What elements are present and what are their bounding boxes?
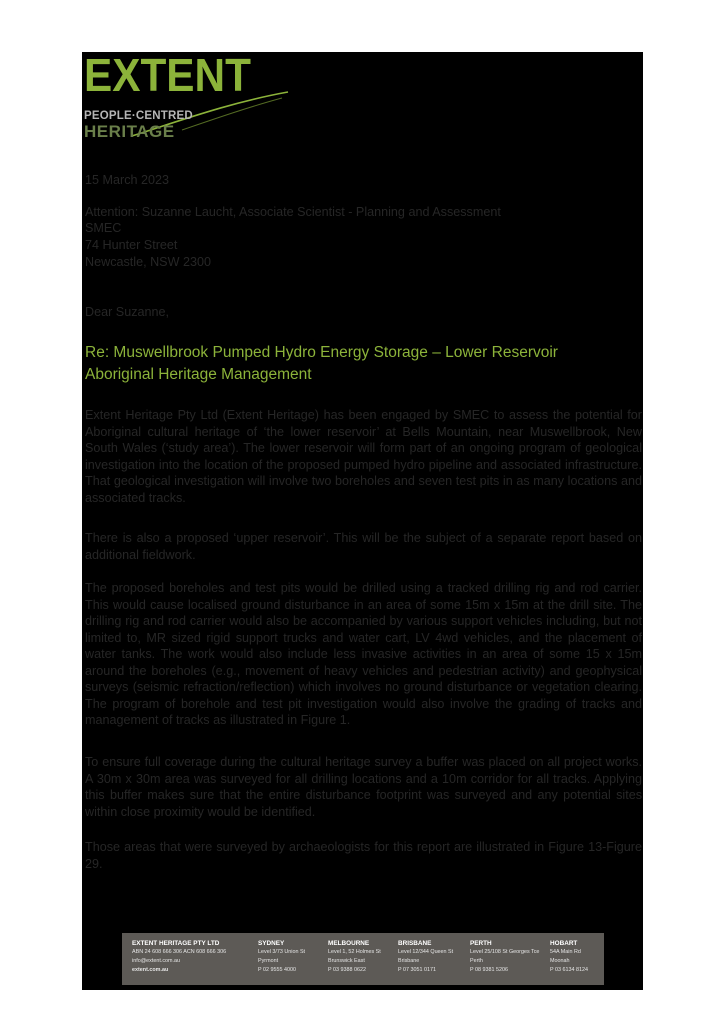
office-suburb: Brisbane [398,958,420,964]
office-address: Level 12/344 Queen St [398,949,454,955]
body-paragraph: There is also a proposed ‘upper reservoir’. This will be the subject of a separate report based on additional fieldwork. [85,531,642,562]
office-address: Level 25/108 St Georges Tce [470,949,540,955]
office-city: PERTH [470,940,492,947]
letterhead-footer [122,933,604,985]
office-city: SYDNEY [258,940,285,947]
body-paragraph: Extent Heritage Pty Ltd (Extent Heritage) has been engaged by SMEC to assess the potential for Aboriginal cultural heritage of ‘the lower reservoir’ at Bells Mountain, near Muswellbrook, New South Wales (‘study area’). The lower reservoir will form part of an ongoing program of geological investigation into the location of the proposed pumped hydro pipeline and associated infrastructure. That geological investigation will involve two boreholes and seven test pits in as many locations and associated tracks. [85,408,642,505]
body-paragraph: To ensure full coverage during the cultural heritage survey a buffer was placed on all project works. A 30m x 30m area was surveyed for all drilling locations and a 10m corridor for all tracks. Applying this buffer makes sure that the entire disturbance footprint was surveyed and any potential sites within close proximity would be identified. [85,755,642,819]
office-city: HOBART [550,940,578,947]
company-email[interactable]: info@extent.com.au [132,958,181,964]
office-suburb: Pyrmont [258,958,279,964]
footer-office [258,939,305,975]
office-phone: P 08 9381 5206 [470,967,508,973]
office-address: 54A Main Rd [550,949,581,955]
office-suburb: Perth [470,958,483,964]
salutation: Dear Suzanne, [85,305,170,319]
office-suburb: Brunswick East [328,958,365,964]
office-address: Level 1, 52 Holmes St [328,949,381,955]
letter-date: 15 March 2023 [85,173,170,187]
footer-company [132,939,226,975]
footer-office [550,939,588,975]
office-suburb: Moonah [550,958,570,964]
office-address: Level 3/73 Union St [258,949,306,955]
office-city: MELBOURNE [328,940,370,947]
company-name: EXTENT HERITAGE PTY LTD [132,940,220,947]
logo-tagline-2: HERITAGE [84,122,175,141]
office-phone: P 03 9388 0622 [328,967,366,973]
company-website[interactable]: extent.com.au [132,967,169,973]
address-line: SMEC [85,221,122,235]
office-phone: P 02 9555 4000 [258,967,296,973]
office-phone: P 07 3051 0171 [398,967,436,973]
logo-wordmark: EXTENT [84,52,251,101]
office-phone: P 03 6134 8124 [550,967,588,973]
subject-line: Re: Muswellbrook Pumped Hydro Energy Storage – Lower Reservoir [85,344,558,361]
address-line: Newcastle, NSW 2300 [85,255,211,269]
footer-office [328,939,381,975]
body-paragraph: The proposed boreholes and test pits would be drilled using a tracked drilling rig and rod carrier. This would cause localised ground disturbance in an area of some 15m x 15m at the drill site. The drilling rig and rod carrier would also be accompanied by various support vehicles including, but not limited to, MR sized rigid support trucks and water cart, LV 4wd vehicles, and the placement of water tanks. The work would also include less invasive activities in an area of some 15 x 15m around the boreholes (e.g., movement of heavy vehicles and pedestrian activity) and geophysical surveys (seismic refraction/reflection) which involves no ground disturbance or vegetation clearing. The program of borehole and test pit investigation would also involve the grading of tracks and management of tracks as illustrated in Figure 1. [85,581,642,727]
address-line: 74 Hunter Street [85,238,178,252]
body-paragraph: Those areas that were surveyed by archaeologists for this report are illustrated in Figure 13-Figure 29. [85,840,642,871]
letter-page [82,52,643,990]
office-city: BRISBANE [398,940,432,947]
logo-tagline-1: PEOPLE·CENTRED [84,110,193,122]
footer-office [398,939,453,975]
footer-office [470,939,539,975]
address-line: Attention: Suzanne Laucht, Associate Scientist - Planning and Assessment [85,205,501,219]
subject-line: Aboriginal Heritage Management [85,366,312,383]
company-abn: ABN 24 608 666 306 ACN 608 666 306 [132,949,227,955]
